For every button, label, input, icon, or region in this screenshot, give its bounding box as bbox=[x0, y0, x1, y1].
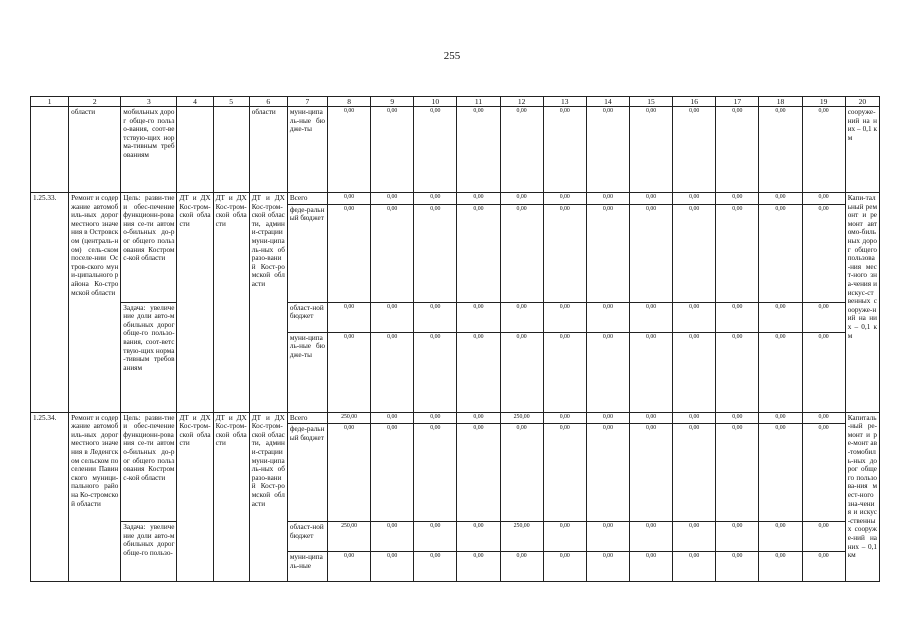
header-cell: 7 bbox=[287, 97, 327, 107]
header-cell: 15 bbox=[629, 97, 672, 107]
value-cell: 0,00 bbox=[371, 204, 414, 302]
value-cell: 0,00 bbox=[328, 424, 371, 522]
value-cell: 0,00 bbox=[371, 107, 414, 193]
value-cell: 0,00 bbox=[759, 302, 802, 332]
item-name: Ремонт и содержание автомобиль-ных дорог местного значения в Островском (централь-ном) сель-ском поселе-нии Остров-ского муни-ципального района Ко-стромской области bbox=[69, 193, 121, 413]
header-cell: 17 bbox=[716, 97, 759, 107]
value-cell: 0,00 bbox=[716, 107, 759, 193]
executor-cell: ДТ и ДХ Кос-тром-ской области bbox=[213, 412, 249, 582]
value-cell: 0,00 bbox=[500, 552, 543, 582]
executor-cell: ДТ и ДХ Кос-тром-ской области, админи-страции муни-ципаль-ных образо-ваний Кост-ромской области bbox=[249, 412, 287, 582]
item-number: 1.25.33. bbox=[31, 193, 69, 413]
value-cell: 0,00 bbox=[328, 332, 371, 412]
value-cell: 0,00 bbox=[414, 193, 457, 205]
header-cell: 12 bbox=[500, 97, 543, 107]
page-number: 255 bbox=[443, 50, 461, 62]
value-cell: 0,00 bbox=[759, 107, 802, 193]
value-cell: 0,00 bbox=[673, 193, 716, 205]
value-cell: 0,00 bbox=[716, 412, 759, 424]
value-cell: 0,00 bbox=[500, 193, 543, 205]
funding-source: муни-ципаль-ные бюдже-ты bbox=[287, 332, 327, 412]
executor-cell bbox=[213, 107, 249, 193]
executor-cell: ДТ и ДХ Кос-тром-ской области bbox=[177, 412, 213, 582]
item-number bbox=[31, 107, 69, 193]
value-cell: 0,00 bbox=[629, 107, 672, 193]
value-cell: 0,00 bbox=[543, 107, 586, 193]
item-number: 1.25.34. bbox=[31, 412, 69, 582]
header-cell: 2 bbox=[69, 97, 121, 107]
value-cell: 0,00 bbox=[716, 522, 759, 552]
value-cell: 0,00 bbox=[457, 552, 500, 582]
value-cell: 0,00 bbox=[500, 107, 543, 193]
value-cell: 0,00 bbox=[629, 522, 672, 552]
value-cell: 0,00 bbox=[802, 552, 845, 582]
value-cell: 0,00 bbox=[371, 522, 414, 552]
value-cell: 0,00 bbox=[759, 522, 802, 552]
value-cell: 0,00 bbox=[543, 412, 586, 424]
funding-source: област-ной бюджет bbox=[287, 522, 327, 552]
value-cell: 0,00 bbox=[457, 412, 500, 424]
header-cell: 5 bbox=[213, 97, 249, 107]
header-cell: 4 bbox=[177, 97, 213, 107]
value-cell: 0,00 bbox=[759, 332, 802, 412]
header-cell: 13 bbox=[543, 97, 586, 107]
header-cell: 20 bbox=[845, 97, 879, 107]
value-cell: 0,00 bbox=[500, 424, 543, 522]
value-cell: 0,00 bbox=[543, 193, 586, 205]
executor-cell: ДТ и ДХ Кос-тром-ской области, админи-страции муни-ципаль-ных образо-ваний Кост-ромской области bbox=[249, 193, 287, 413]
value-cell: 0,00 bbox=[586, 522, 629, 552]
value-cell: 0,00 bbox=[802, 302, 845, 332]
funding-source: муни-ципаль-ные bbox=[287, 552, 327, 582]
value-cell: 0,00 bbox=[500, 332, 543, 412]
value-cell: 0,00 bbox=[371, 424, 414, 522]
value-cell: 0,00 bbox=[414, 552, 457, 582]
value-cell: 0,00 bbox=[629, 424, 672, 522]
item-row-total bbox=[31, 193, 880, 205]
value-cell: 0,00 bbox=[802, 193, 845, 205]
executor-cell: ДТ и ДХ Кос-тром-ской области bbox=[213, 193, 249, 413]
value-cell: 0,00 bbox=[629, 332, 672, 412]
value-cell: 0,00 bbox=[414, 204, 457, 302]
executor-cell bbox=[177, 107, 213, 193]
value-cell: 0,00 bbox=[371, 552, 414, 582]
value-cell: 0,00 bbox=[414, 412, 457, 424]
value-cell: 0,00 bbox=[543, 332, 586, 412]
value-cell: 0,00 bbox=[457, 204, 500, 302]
value-cell: 0,00 bbox=[371, 193, 414, 205]
value-cell: 0,00 bbox=[629, 302, 672, 332]
value-cell: 0,00 bbox=[500, 204, 543, 302]
value-cell: 0,00 bbox=[543, 424, 586, 522]
header-cell: 14 bbox=[586, 97, 629, 107]
header-cell: 18 bbox=[759, 97, 802, 107]
value-cell: 250,00 bbox=[500, 522, 543, 552]
item-name: области bbox=[69, 107, 121, 193]
value-cell: 0,00 bbox=[629, 204, 672, 302]
header-cell: 9 bbox=[371, 97, 414, 107]
value-cell: 0,00 bbox=[586, 302, 629, 332]
item-task: мобильных дорог обще-го пользо-вания, соот-ветствую-щих норма-тивным требованиям bbox=[121, 107, 177, 193]
item-name: Ремонт и содержание автомобиль-ных дорог местного значения в Леденгском сельском поселении Павинского муници-пального района Ко-стромской области bbox=[69, 412, 121, 582]
value-cell: 0,00 bbox=[586, 107, 629, 193]
value-cell: 0,00 bbox=[673, 424, 716, 522]
value-cell: 0,00 bbox=[673, 412, 716, 424]
program-table bbox=[30, 96, 880, 582]
executor-cell: ДТ и ДХ Кос-тром-ской области bbox=[177, 193, 213, 413]
value-cell: 0,00 bbox=[457, 424, 500, 522]
value-cell: 0,00 bbox=[802, 522, 845, 552]
header-cell: 6 bbox=[249, 97, 287, 107]
value-cell: 0,00 bbox=[586, 412, 629, 424]
value-cell: 0,00 bbox=[543, 204, 586, 302]
value-cell: 0,00 bbox=[414, 107, 457, 193]
value-cell: 0,00 bbox=[543, 302, 586, 332]
result-cell: сооруже-ний на них – 0,1 км bbox=[845, 107, 879, 193]
funding-source: муни-ципаль-ные бюдже-ты bbox=[287, 107, 327, 193]
value-cell: 0,00 bbox=[328, 193, 371, 205]
funding-source: област-ной бюджет bbox=[287, 302, 327, 332]
value-cell: 0,00 bbox=[716, 193, 759, 205]
value-cell: 0,00 bbox=[543, 522, 586, 552]
value-cell: 0,00 bbox=[500, 302, 543, 332]
value-cell: 0,00 bbox=[673, 204, 716, 302]
item-goal: Цель: разви-тие и обес-печение функционн-рования се-ти автомо-бильных до-рог общего пользования Костромс-кой области bbox=[121, 193, 177, 303]
value-cell: 0,00 bbox=[759, 412, 802, 424]
result-cell: Капи-тальный ремонт и ремонт автомо-бильных дорог общего пользова-ния мест-ного зна-чения и искус-ственных сооруже-ний на них – 0,1 км bbox=[845, 193, 879, 413]
header-cell: 3 bbox=[121, 97, 177, 107]
value-cell: 0,00 bbox=[716, 302, 759, 332]
value-cell: 0,00 bbox=[716, 332, 759, 412]
value-cell: 0,00 bbox=[457, 332, 500, 412]
value-cell: 0,00 bbox=[328, 204, 371, 302]
funding-source: феде-ральный бюджет bbox=[287, 424, 327, 522]
value-cell: 0,00 bbox=[802, 332, 845, 412]
value-cell: 0,00 bbox=[414, 332, 457, 412]
executor-cell: области bbox=[249, 107, 287, 193]
value-cell: 0,00 bbox=[414, 522, 457, 552]
header-cell: 19 bbox=[802, 97, 845, 107]
header-cell: 1 bbox=[31, 97, 69, 107]
header-cell: 8 bbox=[328, 97, 371, 107]
value-cell: 0,00 bbox=[371, 302, 414, 332]
value-cell: 0,00 bbox=[414, 424, 457, 522]
value-cell: 0,00 bbox=[328, 302, 371, 332]
value-cell: 0,00 bbox=[586, 332, 629, 412]
value-cell: 0,00 bbox=[802, 204, 845, 302]
item-row-regional bbox=[31, 522, 880, 552]
funding-source: Всего bbox=[287, 193, 327, 205]
value-cell: 0,00 bbox=[543, 552, 586, 582]
funding-source: Всего bbox=[287, 412, 327, 424]
value-cell: 0,00 bbox=[371, 332, 414, 412]
value-cell: 0,00 bbox=[457, 107, 500, 193]
value-cell: 0,00 bbox=[328, 107, 371, 193]
value-cell: 0,00 bbox=[586, 424, 629, 522]
value-cell: 0,00 bbox=[673, 552, 716, 582]
value-cell: 0,00 bbox=[586, 193, 629, 205]
value-cell: 0,00 bbox=[673, 332, 716, 412]
value-cell: 250,00 bbox=[328, 522, 371, 552]
value-cell: 0,00 bbox=[802, 424, 845, 522]
value-cell: 0,00 bbox=[802, 412, 845, 424]
value-cell: 0,00 bbox=[759, 424, 802, 522]
header-cell: 16 bbox=[673, 97, 716, 107]
value-cell: 0,00 bbox=[673, 107, 716, 193]
value-cell: 0,00 bbox=[716, 204, 759, 302]
item-task: Задача: увеличение доли авто-мобильных дорог обще-го пользо-вания, соот-ветствую-щих норма-тивным требованиям bbox=[121, 302, 177, 412]
value-cell: 0,00 bbox=[716, 424, 759, 522]
header-cell: 10 bbox=[414, 97, 457, 107]
value-cell: 0,00 bbox=[328, 552, 371, 582]
value-cell: 0,00 bbox=[586, 204, 629, 302]
header-cell: 11 bbox=[457, 97, 500, 107]
value-cell: 0,00 bbox=[716, 552, 759, 582]
result-cell: Капиталь-ный ре-монт и ре-монт ав-томобиль-ных дорог общего пользова-ния мест-ного зна-чения и искус-ственных сооруже-ний на них – 0,1 км bbox=[845, 412, 879, 582]
value-cell: 0,00 bbox=[759, 193, 802, 205]
value-cell: 250,00 bbox=[500, 412, 543, 424]
value-cell: 0,00 bbox=[371, 412, 414, 424]
value-cell: 0,00 bbox=[457, 302, 500, 332]
value-cell: 0,00 bbox=[457, 522, 500, 552]
value-cell: 250,00 bbox=[328, 412, 371, 424]
funding-source: феде-ральный бюджет bbox=[287, 204, 327, 302]
continuation-row bbox=[31, 107, 880, 193]
value-cell: 0,00 bbox=[759, 204, 802, 302]
value-cell: 0,00 bbox=[629, 193, 672, 205]
value-cell: 0,00 bbox=[586, 552, 629, 582]
value-cell: 0,00 bbox=[629, 552, 672, 582]
value-cell: 0,00 bbox=[457, 193, 500, 205]
item-row-regional bbox=[31, 302, 880, 332]
value-cell: 0,00 bbox=[802, 107, 845, 193]
item-task: Задача: увеличение доли авто-мобильных дорог обще-го пользо- bbox=[121, 522, 177, 582]
value-cell: 0,00 bbox=[759, 552, 802, 582]
item-row-total bbox=[31, 412, 880, 424]
value-cell: 0,00 bbox=[414, 302, 457, 332]
column-number-row bbox=[31, 97, 880, 107]
value-cell: 0,00 bbox=[629, 412, 672, 424]
value-cell: 0,00 bbox=[673, 522, 716, 552]
item-goal: Цель: разви-тие и обес-печение функционн-рования се-ти автомо-бильных до-рог общего пользования Костромс-кой области bbox=[121, 412, 177, 522]
value-cell: 0,00 bbox=[673, 302, 716, 332]
